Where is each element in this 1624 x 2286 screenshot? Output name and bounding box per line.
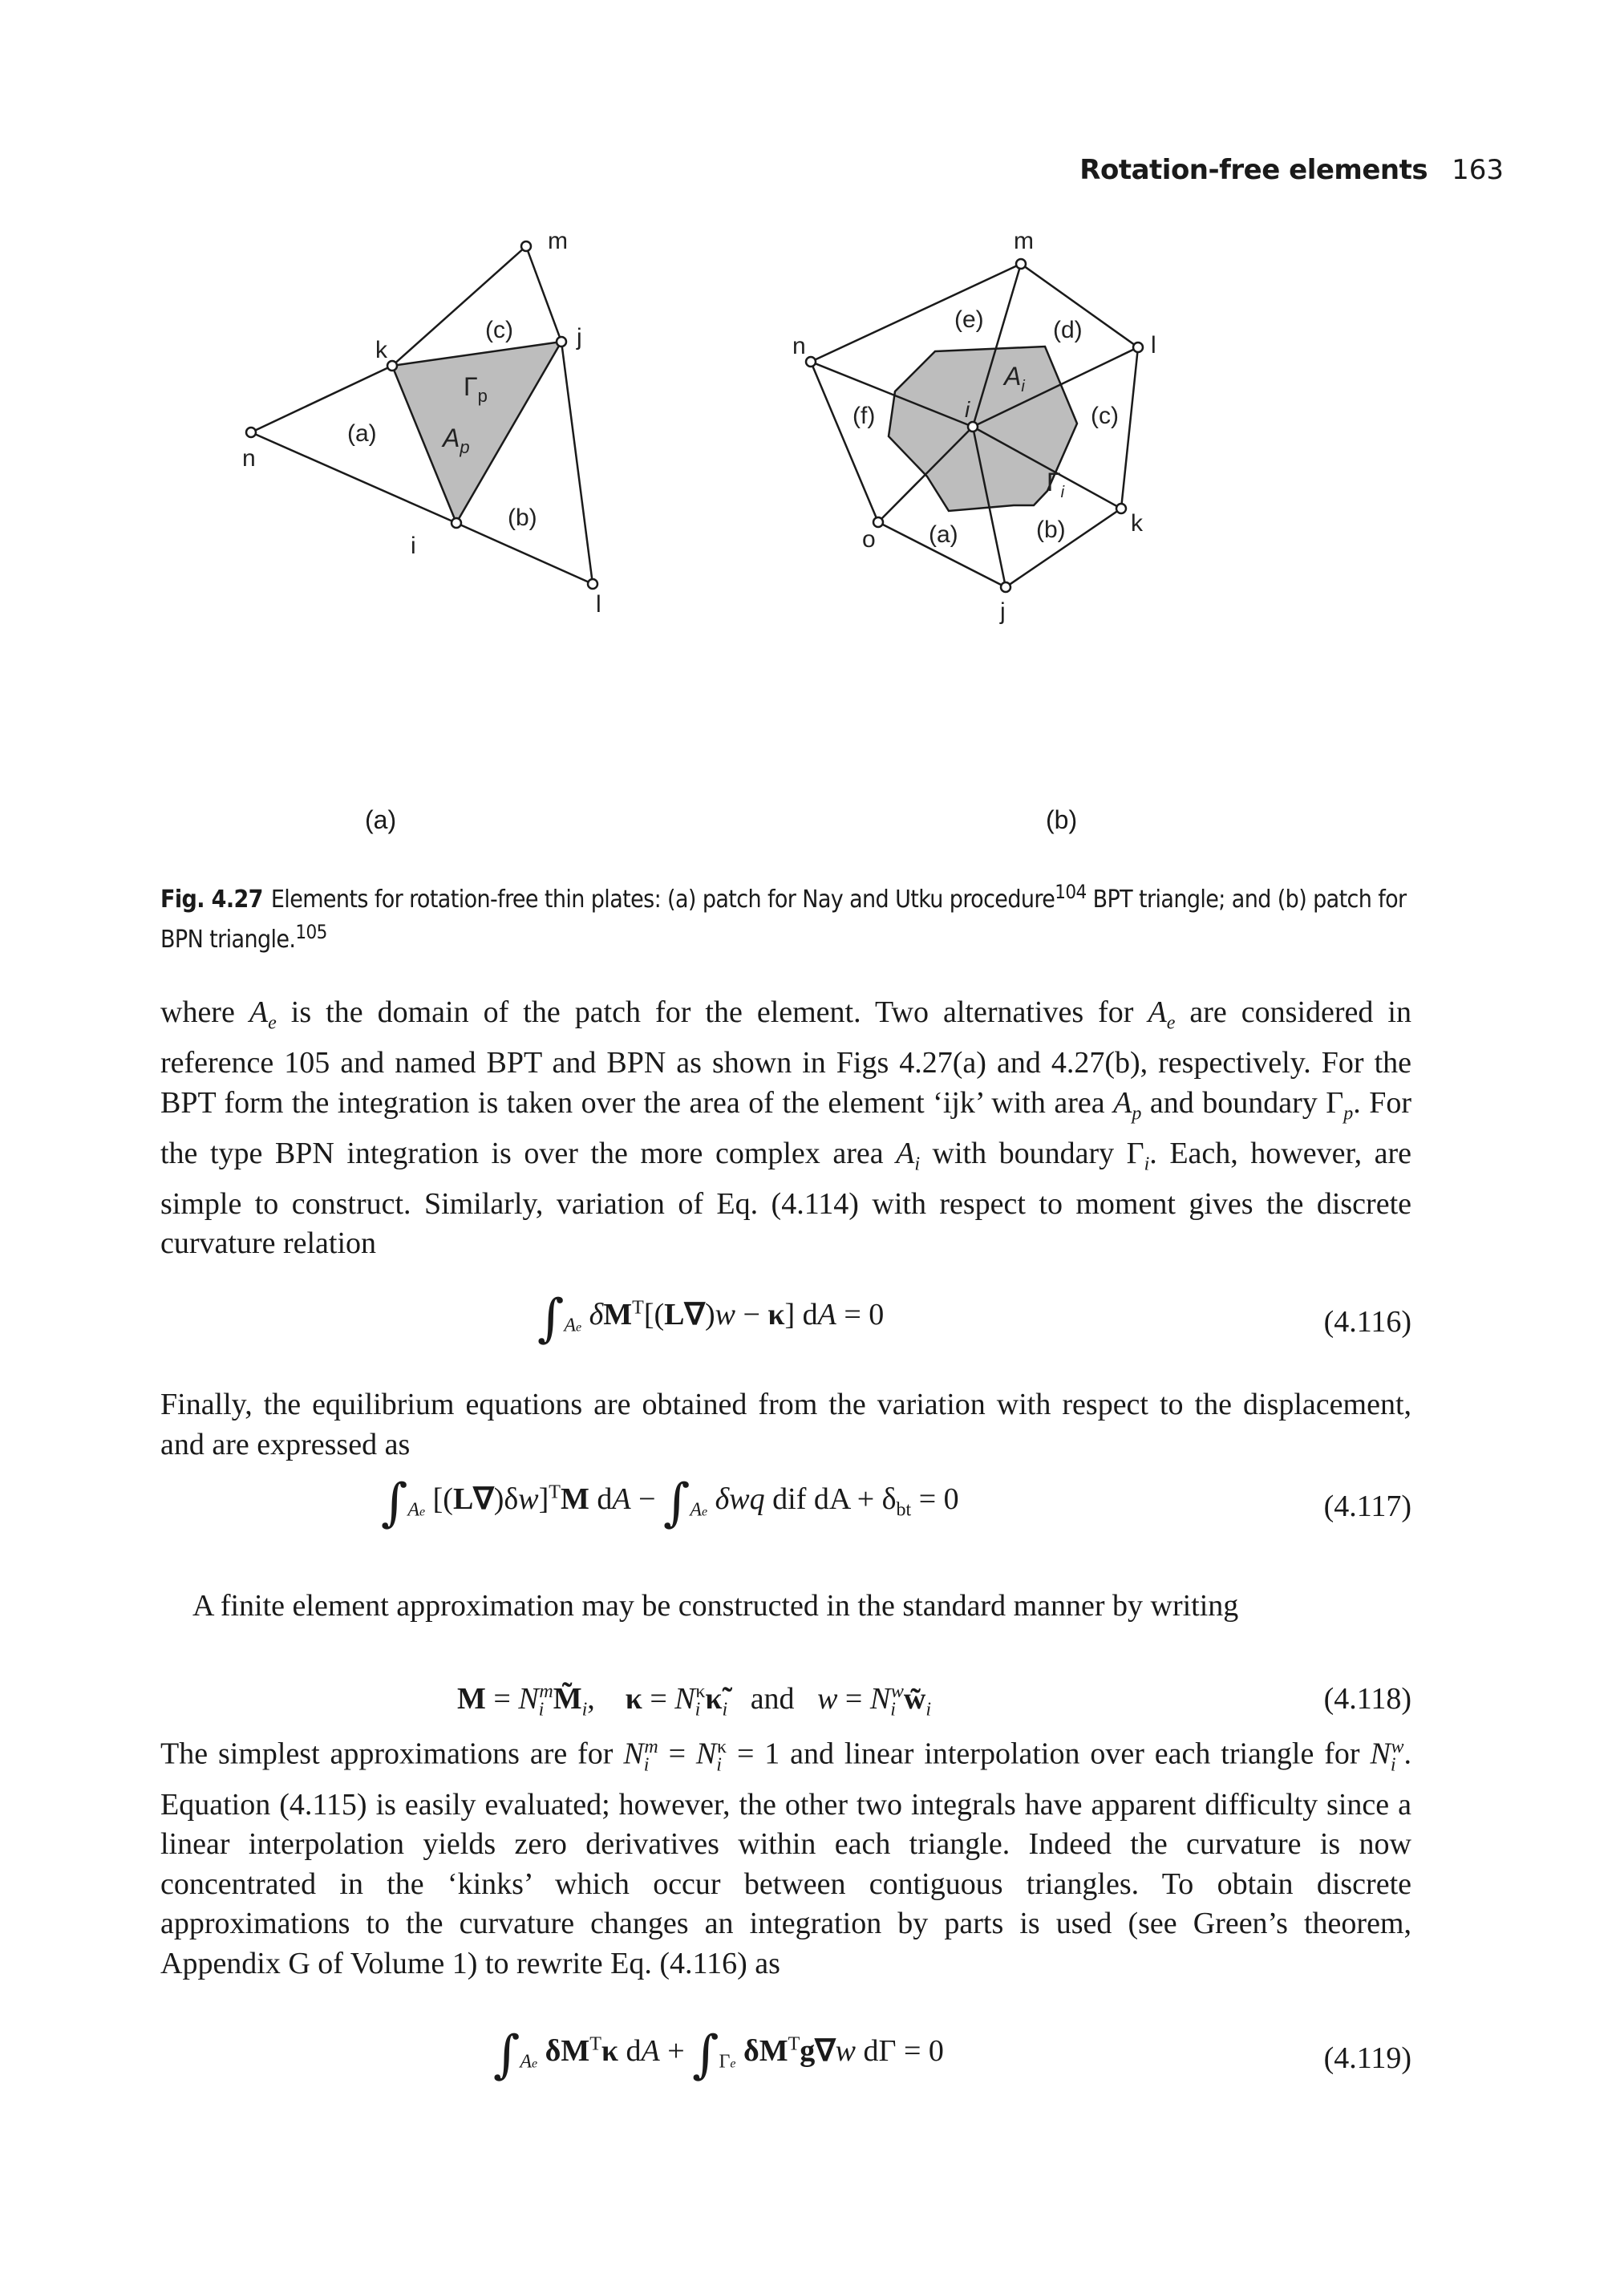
- figure-number: Fig. 4.27: [160, 886, 263, 914]
- page-number: 163: [1452, 154, 1504, 186]
- region-label-b: (b): [1036, 517, 1066, 543]
- equation-4-118: $M = N_i^mM̃_i$, $\kappa = N_i^\kappa\kappã_i$ and $w = N_i^ww̃_i$ (4.118): [457, 1681, 1411, 1721]
- subfigure-label-a: (a): [365, 805, 397, 834]
- edge-j-l: [561, 342, 593, 584]
- node-i: [968, 422, 978, 432]
- area-label-Ap: $A_p$: [443, 424, 470, 457]
- node-k: [1116, 504, 1126, 513]
- equation-number: (4.118): [1323, 1682, 1411, 1716]
- node-j: [557, 337, 566, 347]
- node-i: [452, 518, 461, 528]
- region-label-b: (b): [508, 505, 537, 531]
- area-label-Ai: $A_i$: [1004, 362, 1025, 395]
- region-label-a: (a): [929, 521, 958, 548]
- paragraph-3: A finite element approximation may be constructed in the standard manner by writing: [192, 1589, 1239, 1623]
- equation-number: (4.116): [1323, 1305, 1411, 1339]
- region-label-c: (c): [485, 317, 513, 343]
- subfigure-label-b: (b): [1046, 805, 1078, 834]
- node-label-k: k: [375, 337, 387, 363]
- node-label-m: m: [548, 228, 568, 254]
- boundary-label-Gamma-p: $\Gamma_p$: [464, 372, 488, 406]
- node-label-n: n: [242, 445, 256, 472]
- figure-4-27: [0, 0, 1624, 866]
- region-label-c: (c): [1091, 403, 1119, 429]
- element-ijk-shaded-area: [392, 342, 561, 523]
- node-label-m: m: [1014, 228, 1034, 254]
- region-label-d: (d): [1053, 317, 1083, 343]
- node-l: [588, 579, 597, 589]
- region-label-f: (f): [852, 403, 876, 429]
- edge-m-j: [526, 246, 561, 342]
- region-label-a: (a): [347, 420, 377, 447]
- figure-panel-a: [251, 246, 593, 584]
- paragraph-4: The simplest approximations are for $N_i^m = N_i^\kappa = 1$ and linear interpolation over each triangle for $N_i^w$. Equation (4.115) is easily evaluated; however, the other two integrals have apparent difficulty since a linear interpolation yields zero derivatives within each triangle. Indeed the curvature is now concentrated in the ‘kinks’ which occur between contiguous triangles. To obtain discrete approximations to the curvature changes an integration by parts is used (see Green’s theorem, Appendix G of Volume 1) to rewrite Eq. (4.116) as: [160, 1737, 1411, 1980]
- boundary-label-Gamma-i: $\Gamma_i$: [1047, 468, 1065, 501]
- region-label-e: (e): [954, 306, 984, 333]
- node-label-o: o: [862, 526, 876, 553]
- node-label-j: j: [1000, 598, 1006, 625]
- node-label-n: n: [792, 333, 806, 359]
- edge-i-l: [456, 523, 593, 584]
- node-label-i: i: [965, 397, 970, 422]
- paragraph-2: Finally, the equilibrium equations are obtained from the variation with respect to the displacement, and are expressed as: [160, 1388, 1411, 1461]
- equation-number: (4.117): [1323, 1490, 1411, 1523]
- node-label-j: j: [577, 324, 582, 351]
- reference-105: 105: [295, 921, 327, 943]
- edge-k-m: [392, 246, 526, 366]
- node-k: [387, 361, 397, 371]
- node-label-k: k: [1131, 510, 1143, 537]
- equation-number: (4.119): [1323, 2041, 1411, 2075]
- reference-104: 104: [1055, 881, 1087, 903]
- node-n: [246, 428, 256, 437]
- node-m: [1016, 259, 1026, 269]
- equation-4-119: $\int_{Ae}$ $\delta M^T\kappa$ dA + $\int_{\Gamma e}$ $\delta M^Tg\nabla w$ dΓ = 0 (4.119): [493, 2025, 1411, 2085]
- node-m: [521, 241, 531, 251]
- running-head-title: Rotation-free elements: [1079, 154, 1428, 186]
- equation-4-117: $\int_{Ae}$ $[(L\nabla)\delta w]^TM$ dA − $\int_{Ae}$ δwq dif dA + $\delta_{bt} = 0$ (4.117): [381, 1473, 1411, 1533]
- node-label-l: l: [1151, 332, 1156, 359]
- equation-4-116: $\int_{Ae}$ $\delta M^T[(L\nabla)w - \kappa]$ dA = 0 (4.116): [537, 1289, 1411, 1348]
- node-label-l: l: [596, 591, 601, 618]
- node-label-i: i: [411, 533, 416, 559]
- node-j: [1001, 582, 1010, 592]
- figure-caption: Fig. 4.27 Elements for rotation-free thin plates: (a) patch for Nay and Utku procedure$^{104}$ BPT triangle; and (b) patch for BPN triangle.$^{105}$: [160, 881, 1407, 954]
- paragraph-1: where $A_e$ is the domain of the patch for the element. Two alternatives for $A_e$ are considered in reference 105 and named BPT and BPN as shown in Figs 4.27(a) and 4.27(b), respectively. For the BPT form the integration is taken over the area of the element ‘ijk’ with area $A_p$ and boundary $\Gamma_p$. For the type BPN integration is over the more complex area $A_i$ with boundary $\Gamma_i$. Each, however, are simple to construct. Similarly, variation of Eq. (4.114) with respect to moment gives the discrete curvature relation: [160, 995, 1412, 1261]
- node-n: [806, 357, 816, 367]
- node-l: [1133, 342, 1143, 352]
